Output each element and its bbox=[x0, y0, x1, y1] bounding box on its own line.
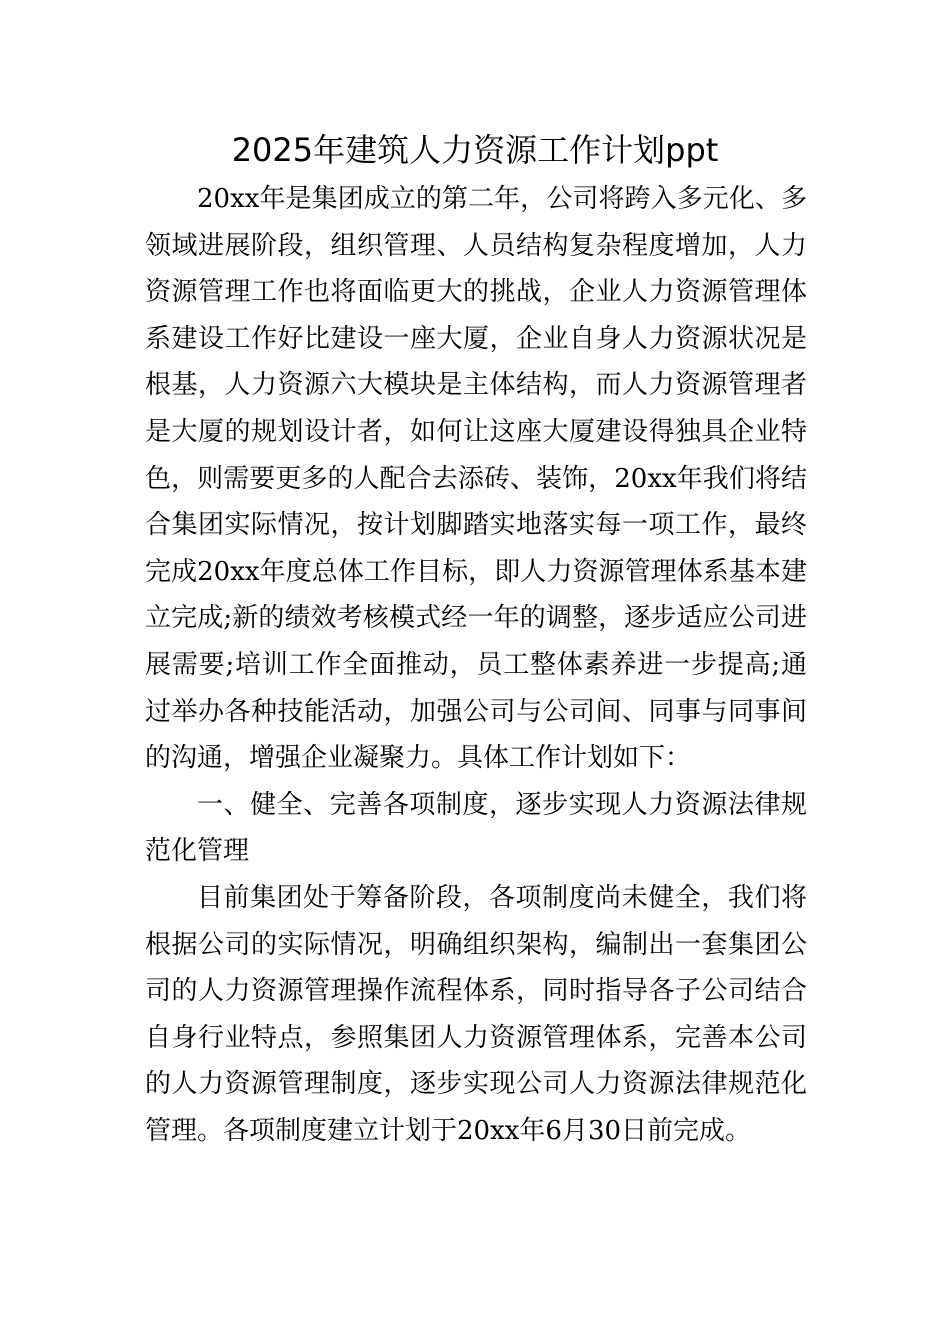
document-body bbox=[145, 176, 807, 1154]
section-1-paragraph: 目前集团处于筹备阶段，各项制度尚未健全，我们将根据公司的实际情况，明确组织架构，编制出一套集团公司的人力资源管理操作流程体系，同时指导各子公司结合自身行业特点，参照集团人力资源管理体系，完善本公司的人力资源管理制度，逐步实现公司人力资源法律规范化管理。各项制度建立计划于20xx年6月30日前完成。 bbox=[145, 882, 807, 1146]
intro-paragraph: 20xx年是集团成立的第二年，公司将跨入多元化、多领域进展阶段，组织管理、人员结构复杂程度增加，人力资源管理工作也将面临更大的挑战，企业人力资源管理体系建设工作好比建设一座大厦，企业自身人力资源状况是根基，人力资源六大模块是主体结构，而人力资源管理者是大厦的规划设计者，如何让这座大厦建设得独具企业特色，则需要更多的人配合去添砖、装饰，20xx年我们将结合集团实际情况，按计划脚踏实地落实每一项工作，最终完成20xx年度总体工作目标，即人力资源管理体系基本建立完成;新的绩效考核模式经一年的调整，逐步适应公司进展需要;培训工作全面推动，员工整体素养进一步提高;通过举办各种技能活动，加强公司与公司间、同事与同事间的沟通，增强企业凝聚力。具体工作计划如下： bbox=[145, 184, 807, 774]
section-heading-1: 一、健全、完善各项制度，逐步实现人力资源法律规范化管理 bbox=[145, 789, 807, 867]
document-title: 2025年建筑人力资源工作计划ppt bbox=[231, 131, 719, 169]
